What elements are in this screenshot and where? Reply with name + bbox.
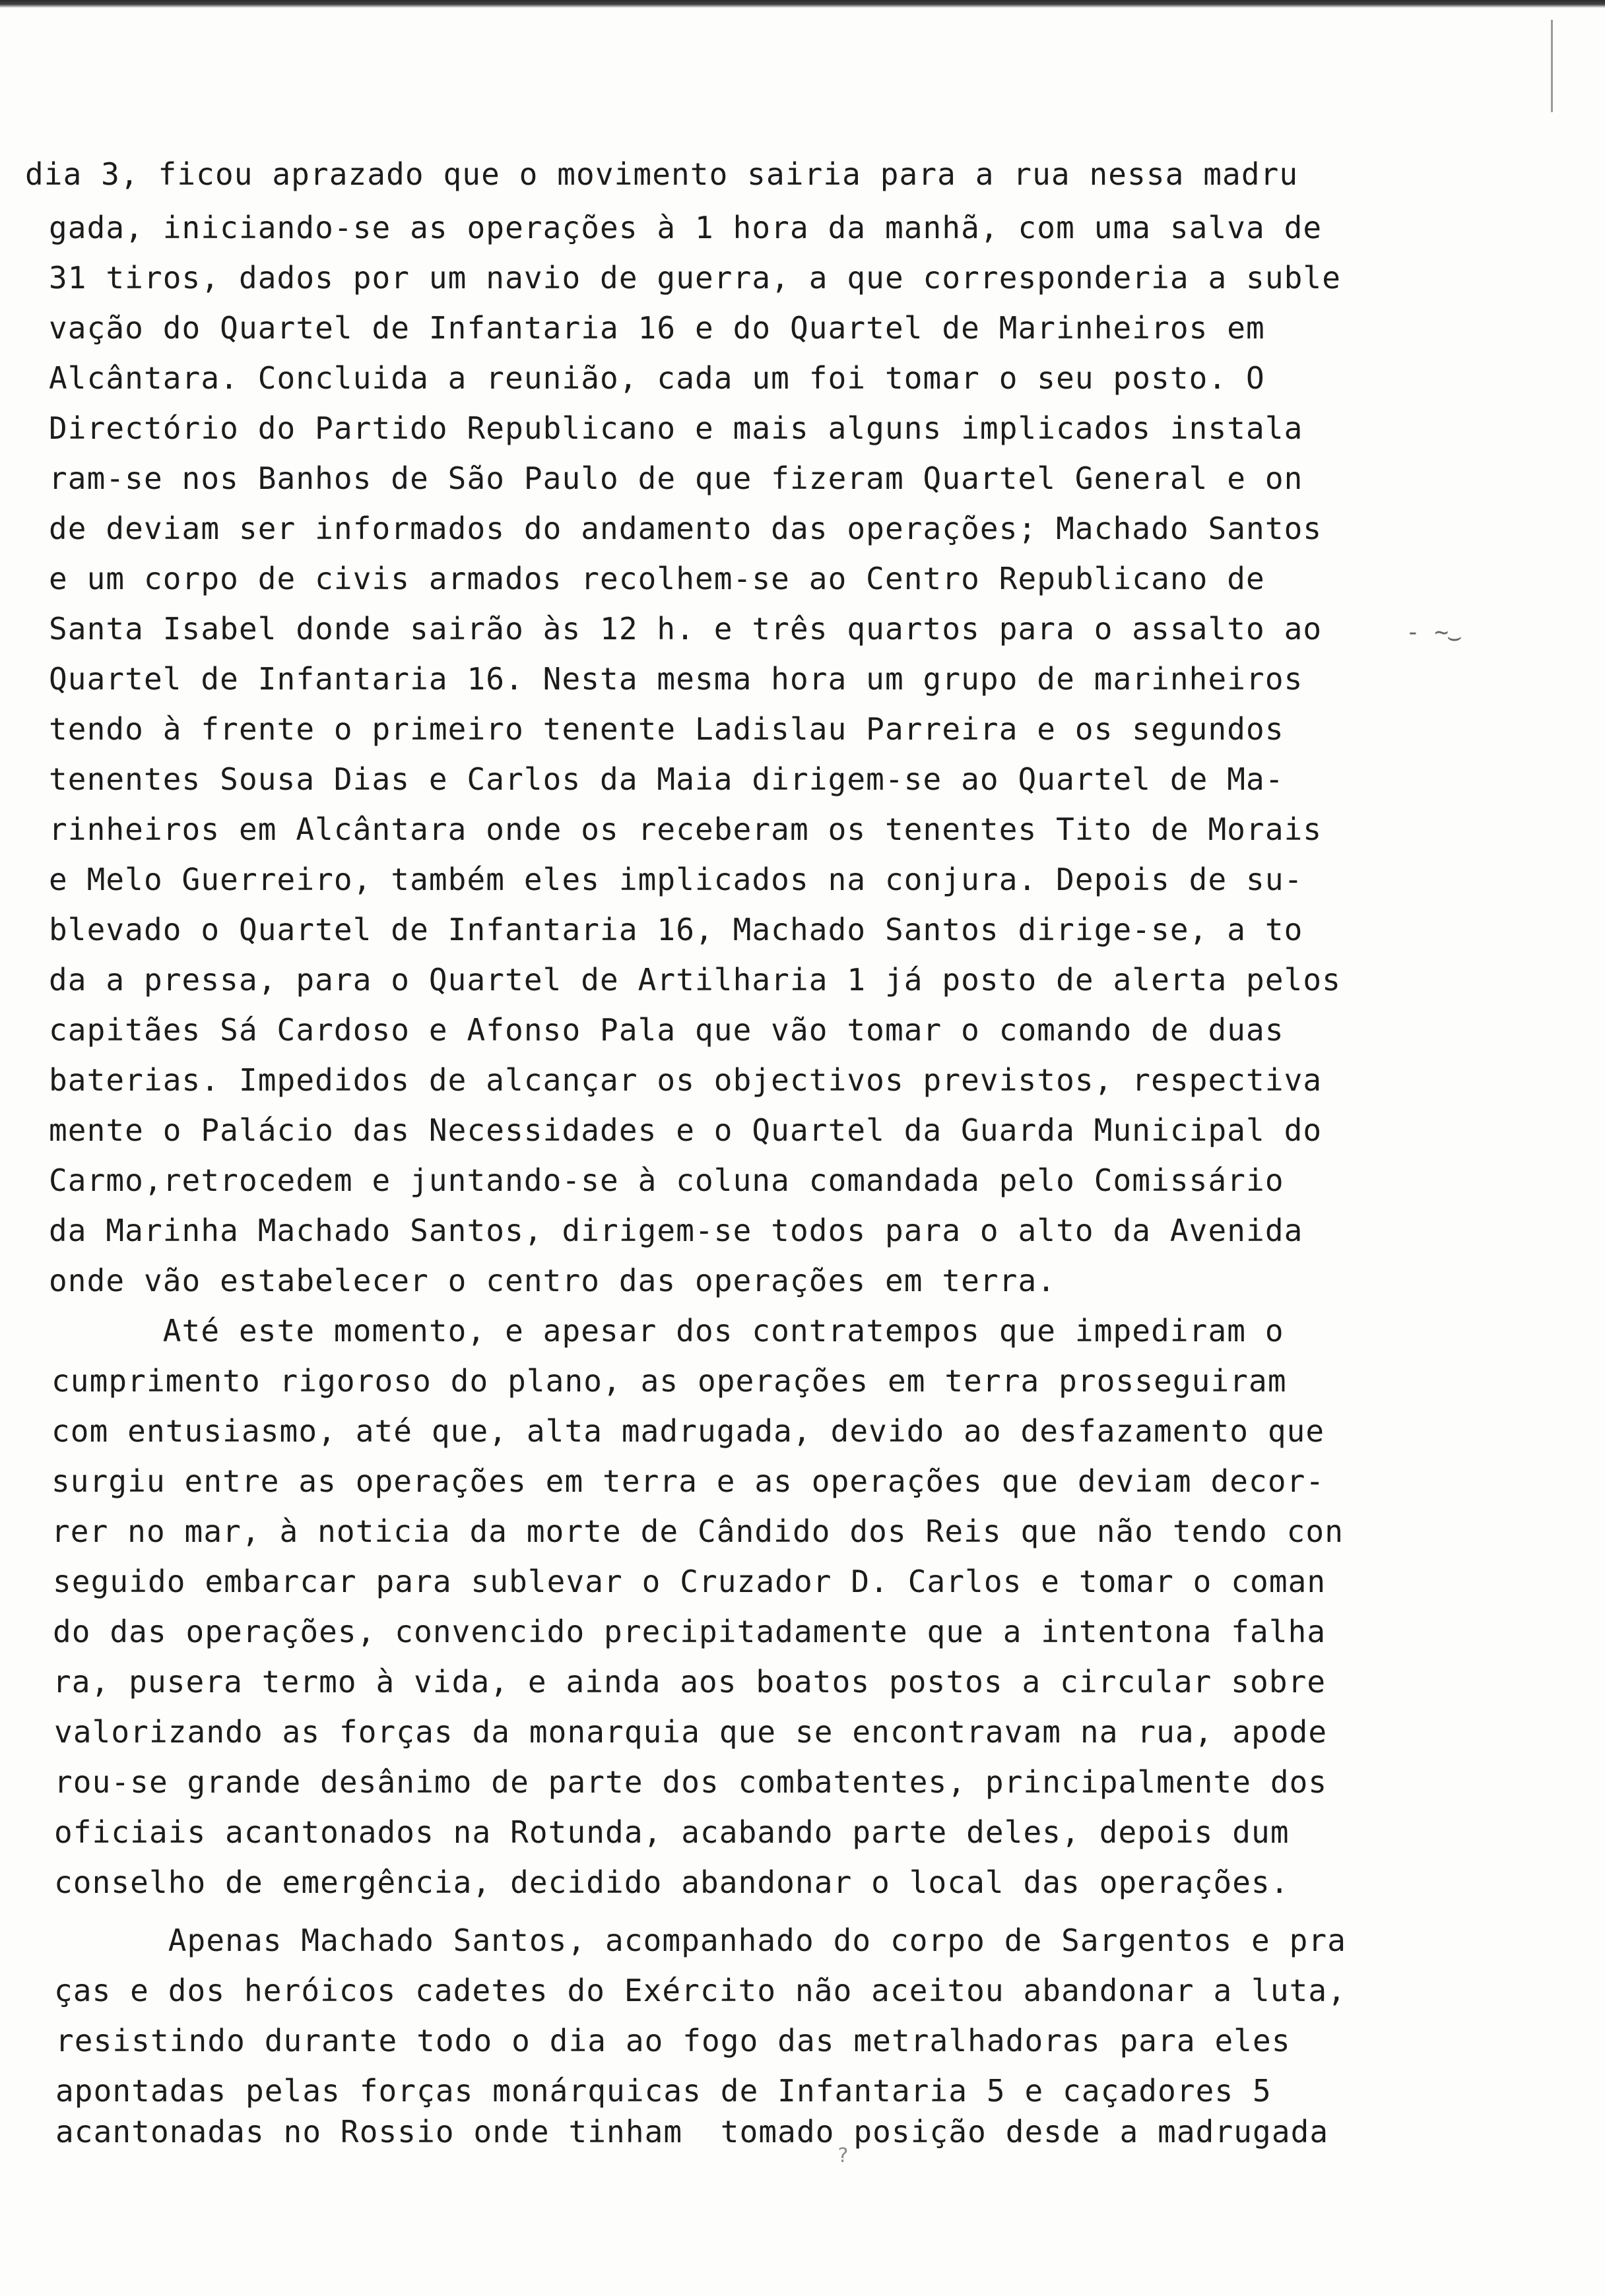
- text-line: do das operações, convencido precipitadamente que a intentona falha: [53, 1614, 1327, 1649]
- text-line: resistindo durante todo o dia ao fogo das metralhadoras para eles: [55, 2023, 1291, 2058]
- text-line: ças e dos heróicos cadetes do Exército não aceitou abandonar a luta,: [54, 1973, 1347, 2008]
- text-line: rer no mar, à noticia da morte de Cândido dos Reis que não tendo con: [51, 1514, 1344, 1549]
- text-line: Até este momento, e apesar dos contratempos que impediram o: [49, 1313, 1284, 1349]
- margin-mark: ⌣: [1447, 623, 1462, 651]
- text-line: Apenas Machado Santos, acompanhado do corpo de Sargentos e pra: [54, 1923, 1347, 1958]
- text-line: capitães Sá Cardoso e Afonso Pala que vão tomar o comando de duas: [49, 1012, 1284, 1048]
- text-line: da Marinha Machado Santos, dirigem-se todos para o alto da Avenida: [49, 1213, 1303, 1248]
- text-line: Carmo,retrocedem e juntando-se à coluna comandada pelo Comissário: [49, 1163, 1284, 1198]
- text-line: blevado o Quartel de Infantaria 16, Machado Santos dirige-se, a to: [49, 912, 1303, 947]
- text-line: valorizando as forças da monarquia que se encontravam na rua, apode: [54, 1714, 1328, 1750]
- text-line: rou-se grande desânimo de parte dos combatentes, principalmente dos: [54, 1764, 1328, 1800]
- text-line: Santa Isabel donde sairão às 12 h. e três quartos para o assalto ao: [49, 611, 1323, 647]
- text-line: ram-se nos Banhos de São Paulo de que fizeram Quartel General e on: [49, 461, 1303, 496]
- text-line: conselho de emergência, decidido abandonar o local das operações.: [54, 1865, 1290, 1900]
- page-number: ?: [837, 2144, 849, 2167]
- margin-mark: - ~: [1406, 619, 1449, 646]
- text-line: tenentes Sousa Dias e Carlos da Maia dirigem-se ao Quartel de Ma-: [49, 761, 1284, 797]
- text-line: Directório do Partido Republicano e mais alguns implicados instala: [49, 410, 1303, 446]
- text-line: onde vão estabelecer o centro das operações em terra.: [49, 1263, 1057, 1298]
- text-line: Quartel de Infantaria 16. Nesta mesma hora um grupo de marinheiros: [49, 661, 1303, 697]
- text-line: apontadas pelas forças monárquicas de Infantaria 5 e caçadores 5: [55, 2073, 1272, 2109]
- text-line: cumprimento rigoroso do plano, as operações em terra prosseguiram: [51, 1363, 1287, 1399]
- text-line: 31 tiros, dados por um navio de guerra, a que corresponderia a suble: [49, 260, 1342, 296]
- text-line: mente o Palácio das Necessidades e o Quartel da Guarda Municipal do: [49, 1112, 1323, 1148]
- text-line: e um corpo de civis armados recolhem-se ao Centro Republicano de: [49, 561, 1265, 596]
- text-line: Alcântara. Concluida a reunião, cada um foi tomar o seu posto. O: [49, 360, 1265, 396]
- text-line: da a pressa, para o Quartel de Artilharia 1 já posto de alerta pelos: [49, 962, 1342, 998]
- text-line: e Melo Guerreiro, também eles implicados na conjura. Depois de su-: [49, 862, 1303, 897]
- text-line: tendo à frente o primeiro tenente Ladislau Parreira e os segundos: [49, 711, 1284, 747]
- text-line: gada, iniciando-se as operações à 1 hora da manhã, com uma salva de: [49, 210, 1323, 245]
- text-line: oficiais acantonados na Rotunda, acabando parte deles, depois dum: [54, 1814, 1290, 1850]
- text-line: surgiu entre as operações em terra e as operações que deviam decor-: [51, 1463, 1325, 1499]
- text-line: com entusiasmo, até que, alta madrugada, devido ao desfazamento que: [51, 1413, 1325, 1449]
- text-line: baterias. Impedidos de alcançar os objectivos previstos, respectiva: [49, 1062, 1323, 1098]
- text-line: vação do Quartel de Infantaria 16 e do Quartel de Marinheiros em: [49, 310, 1265, 346]
- text-line: de deviam ser informados do andamento das operações; Machado Santos: [49, 511, 1323, 546]
- text-line: ra, pusera termo à vida, e ainda aos boatos postos a circular sobre: [53, 1664, 1327, 1700]
- text-line: seguido embarcar para sublevar o Cruzador D. Carlos e tomar o coman: [53, 1564, 1327, 1599]
- text-line: acantonadas no Rossio onde tinham tomado posição desde a madrugada: [55, 2114, 1329, 2150]
- text-line: rinheiros em Alcântara onde os receberam os tenentes Tito de Morais: [49, 812, 1323, 847]
- text-line: dia 3, ficou aprazado que o movimento sairia para a rua nessa madru: [25, 156, 1299, 192]
